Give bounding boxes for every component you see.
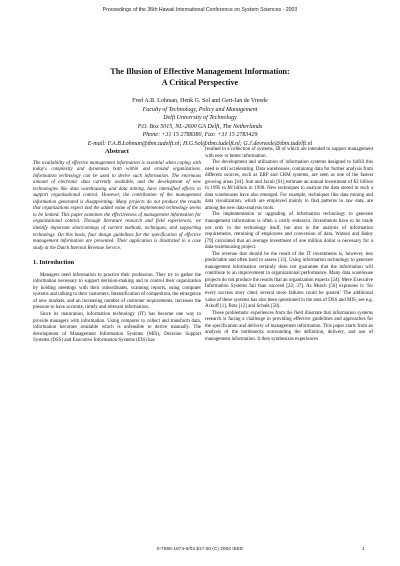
author-names: Fred A.B. Lohman, Henk G. Sol and Gert-Jan de Vreede bbox=[132, 98, 268, 104]
intro-paragraph-2: Since its maturation, information technology (IT) has become one way to provide managers with information. Using computer to collect and transform data, information becomes available which is unfeasible to derive manually. The development of Management Information Systems (MIS), Decision Support Systems (DSS) and Executive Information Systems (EIS) has bbox=[33, 312, 201, 344]
conference-header: Proceedings of the 36th Hawaii International Conference on System Sciences - 2003 bbox=[102, 7, 298, 13]
abstract-heading: Abstract bbox=[105, 148, 129, 155]
copyright-footer: 0-7695-1874-5/03 $17.00 (C) 2003 IEEE bbox=[156, 547, 244, 552]
section-heading-introduction: 1. Introduction bbox=[33, 259, 75, 267]
right-column bbox=[205, 147, 373, 343]
body-paragraph-1: resulted in a collection of systems, all of which are intended to support management with new or better information. bbox=[205, 147, 373, 159]
abstract-text: The availability of effective management information is essential when coping with today's complexity and dynamism both within and around organizations. Information technology can be used to derive such information. The enormous amount of electronic data currently available, and the development of new technologies like data warehousing and data mining, have intensified efforts to support organizational control. However, the contribution of the management information generated is disappointing. Many projects do not produce the results that organizations expect and the added value of the implemented technology seems to be limited. This paper examines the effectiveness of management information for organizational control. Through literature research and field experiences, we identify important shortcomings of current methods, techniques, and supporting technology. On this basis, four design guidelines for the specification of effective management information are presented. Their application is illustrated in a case study at the Dutch Internal Revenue Service. bbox=[33, 160, 201, 251]
affiliation-address: P.O. Box 5015, NL-2600 GA Delft, The Netherlands bbox=[137, 123, 263, 130]
affiliation-email: E-mail: F.A.B.Lohman@tbm.tudelft.nl; H.G.Sol@tbm.tudelft.nl; G.J.devreede@tbm.tudelft.nl bbox=[87, 140, 313, 147]
title-line-2: A Critical Perspective bbox=[161, 77, 239, 87]
paper-title bbox=[0, 67, 400, 88]
affiliation-university: Delft University of Technology bbox=[163, 115, 237, 122]
author-block bbox=[0, 97, 400, 149]
intro-paragraph-1: Managers need information to practice their profession. They try to gather the information necessary to support decision-making and to control their organization by holding meetings with their subordinates, scanning reports, using computer systems and talking to their customers. Intensification of competition, the emergence of new markets, and an increasing number of customer requirements, increases the pressure to have accurate, timely and relevant information. bbox=[33, 272, 201, 311]
body-paragraph-5: These problematic experiences from the field illustrate that information systems research is facing a challenge in providing effective guidelines and approaches for the specification and delivery of management information. This paper starts from an analysis of the bottlenecks surrounding the definition, delivery, and use of management information. It then synthesizes experiences bbox=[205, 310, 373, 342]
page-number: 1 bbox=[362, 547, 365, 552]
affiliation-phone: Phone: +31 15 2788380, Fax: +31 15 2783429 bbox=[142, 132, 258, 139]
body-paragraph-2: The development and utilization of information systems designed to fulfill this need is still accelerating. Data warehouses, containing data for further analysis from different sources, such as ERP and CRM systems, are seen as one of the fastest growing areas [44]. Sun and Jacob [61] estimate an annual investment of $2 billion in 1995 to $8 billion in 1998. New techniques to analyze the data stored in such a data warehouses have also emerged. For example, techniques like data mining and data visualization, which are employed mainly to find patterns in raw data, are among the new data-analysis tools. bbox=[205, 160, 373, 211]
body-paragraph-4: The revenue that should be the result of the IT investments is, however, less predictable and often hard to assess [13]. Using information technology to generate management information certainly does not guarantee that the information will contribute to an improvement in organizational performance. Many data warehouse projects do not produce the results that an organization expects [24]. Mere Executive Information Systems fail than succeed [22; 37]. As Mutch [50] expresses it: 'for every success story cited, several more failures could be quoted.' The additional value of these systems has also been questioned in the area of DSS and MIS, see e.g. Ackoff [1], Bots [12] and Schaik [58]. bbox=[205, 251, 373, 310]
body-paragraph-3: The implementation or upgrading of information technology to generate management information is often a costly endeavor. Investments have to be made not only in the technology itself, but also in the analysis of information requirements, retraining of employees and conversion of data. Watson and Haley [79] calculated that an average investment of one million dollar is necessary for a data-warehousing project. bbox=[205, 212, 373, 251]
title-line-1: The Illusion of Effective Management Information: bbox=[110, 67, 290, 76]
affiliation-faculty: Faculty of Technology, Policy and Management bbox=[142, 106, 258, 113]
left-column bbox=[33, 149, 201, 345]
